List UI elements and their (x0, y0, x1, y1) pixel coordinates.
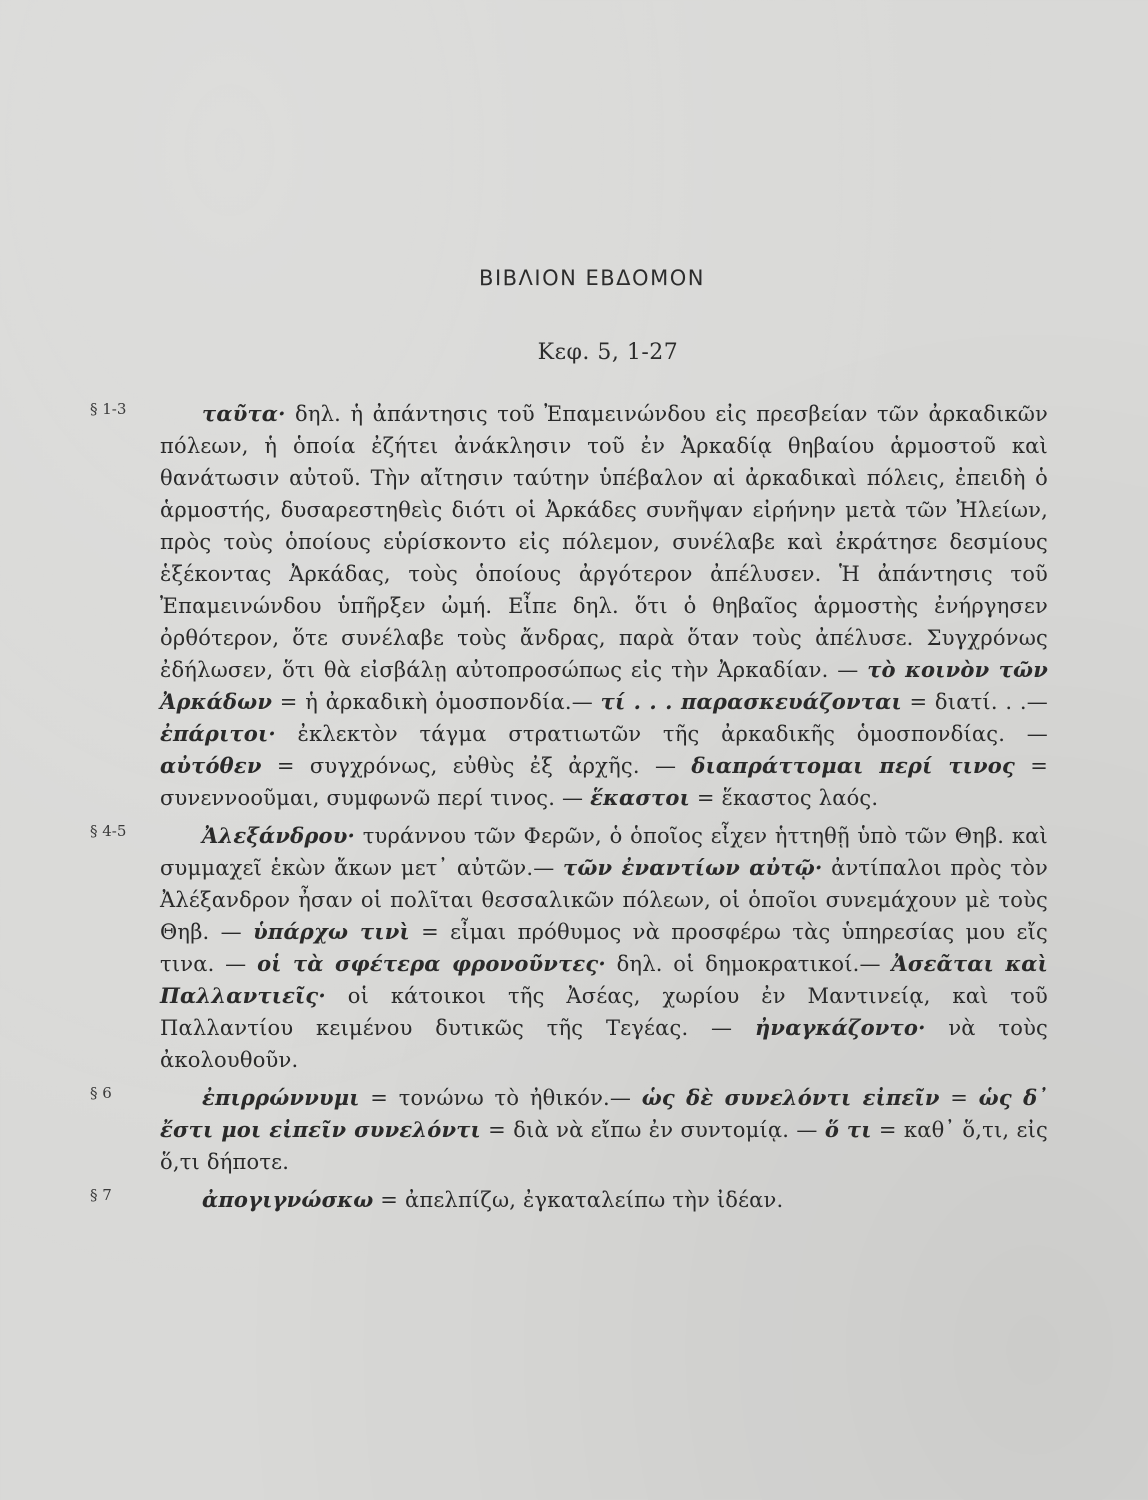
section-label: § 6 (90, 1084, 112, 1102)
gloss-text: = συνεννοοῦμαι, συμφωνῶ περί τινος. — (160, 754, 1048, 810)
gloss-text: = διατί. . .— (901, 690, 1048, 714)
commentary-section (0, 1184, 1148, 1216)
commentary-sections (0, 398, 1148, 1222)
commentary-section (0, 820, 1148, 1076)
section-text (160, 820, 1048, 1076)
gloss-text: ἀντίπαλοι πρὸς τὸν Ἀλέξανδρον ἦσαν οἱ πολῖται θεσσαλικῶν πόλεων, οἱ ὁποῖοι συνεμάχουν μὲ τοὺς Θηβ. — (160, 856, 1049, 944)
gloss-text: = τονώνω τὸ ἠθικόν.— (359, 1086, 642, 1110)
lemma-term: ἐπιρρώννυμι (202, 1085, 360, 1110)
lemma-term: Ἀσεᾶται καὶ Παλλαντιεῖς· (160, 951, 1048, 1008)
section-text (160, 398, 1048, 814)
lemma-term: τῶν ἐναντίων αὐτῷ· (563, 855, 823, 880)
gloss-text: = εἶμαι πρόθυμος νὰ προσφέρω τὰς ὑπηρεσίας μου εἴς τινα. — (160, 920, 1048, 976)
lemma-term: Ἀλεξάνδρου· (202, 823, 356, 848)
gloss-text: = διὰ νὰ εἴπω ἐν συντομίᾳ. — (480, 1118, 825, 1142)
lemma-term: τὸ κοινὸν τῶν Ἀρκάδων (160, 657, 1048, 714)
lemma-term: ἕκαστοι (590, 785, 690, 810)
commentary-section (0, 1082, 1148, 1178)
lemma-term: ἠναγκάζοντο· (754, 1015, 926, 1040)
section-label: § 4-5 (90, 822, 127, 840)
lemma-term: ταῦτα· (202, 401, 286, 426)
gloss-text: = ἡ ἀρκαδικὴ ὁμοσπονδία.— (272, 690, 601, 714)
lemma-term: ὅ τι (824, 1117, 872, 1142)
lemma-term: αὐτόθεν (160, 753, 262, 778)
running-title: ΒΙΒΛΙΟΝ ΕΒΔΟΜΟΝ (479, 266, 705, 290)
gloss-text: = ἕκαστος λαός. (689, 786, 879, 810)
lemma-term: τί . . . παρασκευάζονται (600, 689, 902, 714)
chapter-heading: Κεφ. 5, 1-27 (537, 340, 679, 365)
lemma-term: ὡς δὲ συνελόντι εἰπεῖν (641, 1085, 940, 1110)
gloss-text: = συγχρόνως, εὐθὺς ἐξ ἀρχῆς. — (261, 754, 692, 778)
lemma-term: ὡς δ᾽ ἔστι μοι εἰπεῖν συνελόντι (160, 1085, 1049, 1142)
gloss-text: οἱ κάτοικοι τῆς Ἀσέας, χωρίου ἐν Μαντινείᾳ, καὶ τοῦ Παλλαντίου κειμένου δυτικῶς τῆς Τεγέας. — (160, 984, 1048, 1040)
section-label: § 1-3 (90, 400, 127, 418)
gloss-text: ἐκλεκτὸν τάγμα στρατιωτῶν τῆς ἀρκαδικῆς ὁμοσπονδίας. — (275, 722, 1048, 746)
gloss-text: = ἀπελπίζω, ἐγκαταλείπω τὴν ἰδέαν. (373, 1188, 784, 1212)
gloss-text: = (939, 1086, 979, 1110)
lemma-term: οἱ τὰ σφέτερα φρονοῦντες· (257, 951, 606, 976)
section-text (160, 1184, 1048, 1216)
lemma-term: διαπράττομαι περί τινος (691, 753, 1015, 778)
commentary-section (0, 398, 1148, 814)
section-label: § 7 (90, 1186, 112, 1204)
lemma-term: ἐπάριτοι· (160, 721, 276, 746)
gloss-text: δηλ. ἡ ἀπάντησις τοῦ Ἐπαμεινώνδου εἰς πρεσβείαν τῶν ἀρκαδικῶν πόλεων, ἡ ὁποία ἐζήτει ἀνάκλησιν τοῦ ἐν Ἀρκαδίᾳ θηβαίου ἁρμοστοῦ καὶ θανάτωσιν αὐτοῦ. Τὴν αἴτησιν ταύτην ὑπέβαλον αἱ ἀρκαδικαὶ πόλεις, ἐπειδὴ ὁ ἁρμοστής, δυσαρεστηθεὶς διότι οἱ Ἀρκάδες συνῆψαν εἰρήνην μετὰ τῶν Ἠλείων, πρὸς τοὺς ὁποίους εὑρίσκοντο εἰς πόλεμον, συνέλαβε καὶ ἐκράτησε δεσμίους ἑξέκοντας Ἀρκάδας, τοὺς ὁποίους ἀργότερον ἀπέλυσεν. Ἡ ἀπάντησις τοῦ Ἐπαμεινώνδου ὑπῆρξεν ὠμή. Εἶπε δηλ. ὅτι ὁ θηβαῖος ἁρμοστὴς ἐνήργησεν ὀρθότερον, ὅτε συνέλαβε τοὺς ἄνδρας, παρὰ ὅταν τοὺς ἀπέλυσε. Συγχρόνως ἐδήλωσεν, ὅτι θὰ εἰσβάλῃ αὐτοπροσώπως εἰς τὴν Ἀρκαδίαν. — (160, 402, 1048, 682)
section-text (160, 1082, 1048, 1178)
lemma-term: ἀπογιγνώσκω (202, 1187, 374, 1212)
lemma-term: ὑπάρχω τινὶ (253, 919, 410, 944)
gloss-text: τυράννου τῶν Φερῶν, ὁ ὁποῖος εἶχεν ἡττηθῇ ὑπὸ τῶν Θηβ. καὶ συμμαχεῖ ἑκὼν ἄκων μετ᾽ αὐτῶν.— (160, 824, 1048, 880)
gloss-text: = καθ᾽ ὅ,τι, εἰς ὅ,τι δήποτε. (160, 1118, 1048, 1174)
gloss-text: νὰ τοὺς ἀκολουθοῦν. (160, 1016, 1048, 1072)
gloss-text: δηλ. οἱ δημοκρατικοί.— (605, 952, 892, 976)
